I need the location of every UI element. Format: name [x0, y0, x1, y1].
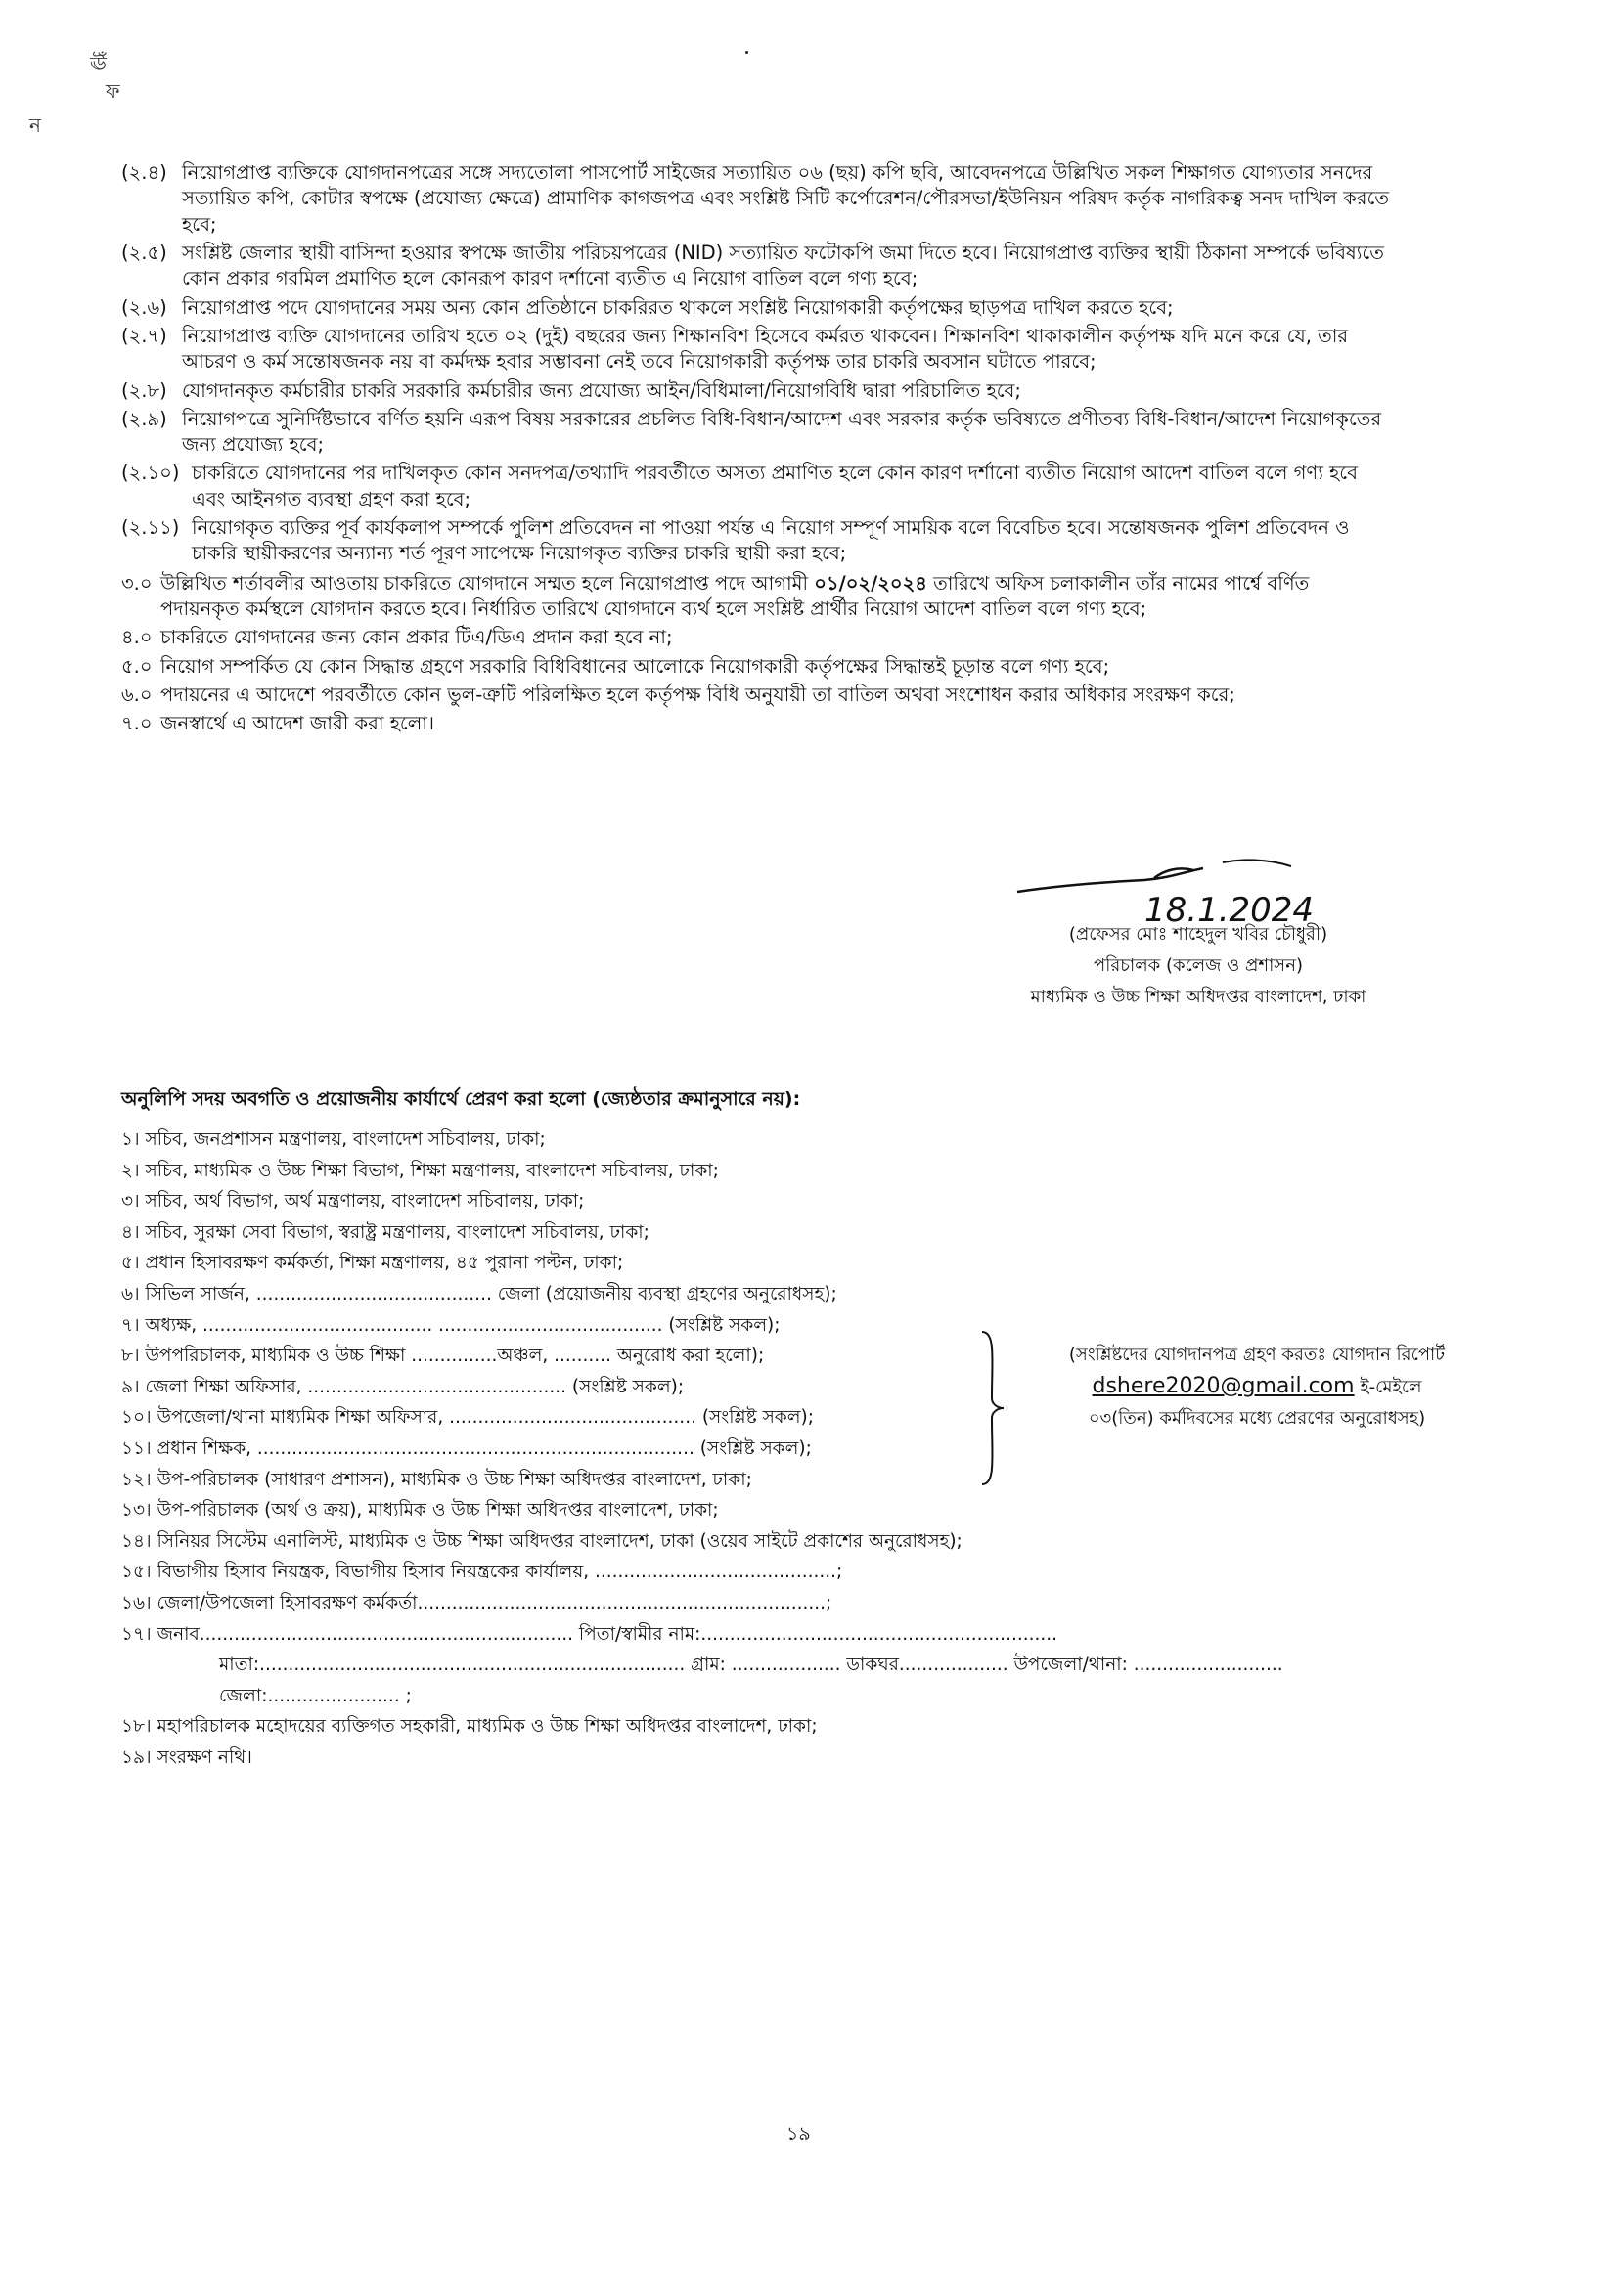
clause-3: ৩.০ উল্লিখিত শর্তাবলীর আওতায় চাকরিতে যোগদানে সম্মত হলে নিয়োগপ্রাপ্ত পদে আগামী ০১/০২/২০২৪ তারিখে অফিস চলাকালীন তাঁর নামের পার্শ্বে বর্ণিত পদায়নকৃত কর্মস্থলে যোগদান করতে হবে। নির্ধারিত তারিখে যোগদানে ব্যর্থ হলে সংশ্লিষ্ট প্রার্থীর নিয়োগ আদেশ বাতিল বলে গণ্য হবে; [121, 571, 1310, 620]
copy-item: ৫। প্রধান হিসাবরক্ষণ কর্মকর্তা, শিক্ষা মন্ত্রণালয়, ৪৫ পুরানা পল্টন, ঢাকা; [121, 1253, 624, 1274]
copy-item: ১৫। বিভাগীয় হিসাব নিয়ন্ত্রক, বিভাগীয় হিসাব নিয়ন্ত্রকের কার্যালয়, ..........................................; [121, 1562, 843, 1583]
dot-mark [745, 51, 748, 54]
joining-date: ০১/০২/২০২৪ [814, 571, 927, 595]
copy-item: ১২। উপ-পরিচালক (সাধারণ প্রশাসন), মাধ্যমিক ও উচ্চ শিক্ষা অধিদপ্তর বাংলাদেশ, ঢাকা; [121, 1469, 752, 1490]
copies-list [121, 1125, 1432, 1773]
condition-item: (২.৬) নিয়োগপ্রাপ্ত পদে যোগদানের সময় অন্য কোন প্রতিষ্ঠানে চাকরিরত থাকলে সংশ্লিষ্ট নিয়োগকারী কর্তৃপক্ষের ছাড়পত্র দাখিল করতে হবে; [121, 295, 1174, 319]
margin-mark: ঊঁ [90, 52, 107, 75]
clause-item: ৫.০ নিয়োগ সম্পর্কিত যে কোন সিদ্ধান্ত গ্রহণে সরকারি বিধিবিধানের আলোকে নিয়োগকারী কর্তৃপক্ষের সিদ্ধান্তই চূড়ান্ত বলে গণ্য হবে; [121, 654, 1110, 678]
copy-item-continuation: জেলা:....................... ; [219, 1685, 412, 1706]
margin-mark: ফ [106, 79, 120, 103]
clause-item: ৬.০ পদায়নের এ আদেশে পরবর্তীতে কোন ভুল-ত্রুটি পরিলক্ষিত হলে কর্তৃপক্ষ বিধি অনুযায়ী তা বাতিল অথবা সংশোধন করার অধিকার সংরক্ষণ করে; [121, 683, 1235, 706]
condition-item: (২.৯) নিয়োগপত্রে সুনির্দিষ্টভাবে বর্ণিত হয়নি এরূপ বিষয় সরকারের প্রচলিত বিধি-বিধান/আদেশ এবং সরকার কর্তৃক ভবিষ্যতে প্রণীতব্য বিধি-বিধান/আদেশ নিয়োগকৃতের জন্য প্রযোজ্য হবে; [121, 407, 1382, 457]
copy-item: ১৬। জেলা/উপজেলা হিসাবরক্ষণ কর্মকর্তা.......................................................................; [121, 1592, 832, 1613]
note-line: ০৩(তিন) কর্মদিবসের মধ্যে প্রেরণের অনুরোধসহ) [1088, 1408, 1426, 1429]
copy-item: ৬। সিভিল সার্জন, ......................................... জেলা (প্রয়োজনীয় ব্যবস্থা গ্রহণের অনুরোধসহ); [121, 1283, 837, 1304]
condition-item: (২.৫) সংশ্লিষ্ট জেলার স্থায়ী বাসিন্দা হওয়ার স্বপক্ষে জাতীয় পরিচয়পত্রের (NID) সত্যায়িত ফটোকপি জমা দিতে হবে। নিয়োগপ্রাপ্ত ব্যক্তির স্থায়ী ঠিকানা সম্পর্কে ভবিষ্যতে কোন প্রকার গরমিল প্রমাণিত হলে কোনরূপ কারণ দর্শানো ব্যতীত এ নিয়োগ বাতিল বলে গণ্য হবে; [121, 241, 1384, 290]
page-number: ১৯ [786, 2123, 811, 2144]
signatory-block [968, 919, 1428, 1013]
joining-report-note [1027, 1340, 1487, 1435]
condition-item: (২.১১) নিয়োগকৃত ব্যক্তির পূর্ব কার্যকলাপ সম্পর্কে পুলিশ প্রতিবেদন না পাওয়া পর্যন্ত এ নিয়োগ সম্পূর্ণ সাময়িক বলে বিবেচিত হবে। সন্তোষজনক পুলিশ প্রতিবেদন ও চাকরি স্থায়ীকরণের অন্যান্য শর্ত পূরণ সাপেক্ষে নিয়োগকৃত ব্যক্তির চাকরি স্থায়ী করা হবে; [121, 516, 1350, 565]
signatory-name: (প্রফেসর মোঃ শাহেদুল খবির চৌধুরী) [1068, 924, 1328, 945]
copy-item: ৩। সচিব, অর্থ বিভাগ, অর্থ মন্ত্রণালয়, বাংলাদেশ সচিবালয়, ঢাকা; [121, 1191, 585, 1213]
signatory-designation: পরিচালক (কলেজ ও প্রশাসন) [1094, 955, 1303, 976]
copies-heading: অনুলিপি সদয় অবগতি ও প্রয়োজনীয় কার্যার্থে প্রেরণ করা হলো (জ্যেষ্ঠতার ক্রমানুসারে নয়): [121, 1088, 801, 1110]
copy-item: ৪। সচিব, সুরক্ষা সেবা বিভাগ, স্বরাষ্ট্র মন্ত্রণালয়, বাংলাদেশ সচিবালয়, ঢাকা; [121, 1221, 649, 1243]
copy-item-continuation: মাতা:.......................................................................... গ্রাম: ................... ডাকঘর................... উপজেলা/থানা: .......................... [219, 1655, 1283, 1676]
copy-item: ৭। অধ্যক্ষ, ........................................ ....................................... (সংশ্লিষ্ট সকল); [121, 1314, 781, 1336]
copy-item: ১৯। সংরক্ষণ নথি। [121, 1746, 252, 1768]
condition-item: (২.৪) নিয়োগপ্রাপ্ত ব্যক্তিকে যোগদানপত্রের সঙ্গে সদ্যতোলা পাসপোর্ট সাইজের সত্যায়িত ০৬ (ছয়) কপি ছবি, আবেদনপত্রে উল্লিখিত সকল শিক্ষাগত যোগ্যতার সনদের সত্যায়িত কপি, কোটার স্বপক্ষে (প্রযোজ্য ক্ষেত্রে) প্রামাণিক কাগজপত্র এবং সংশ্লিষ্ট সিটি কর্পোরেশন/পৌরসভা/ইউনিয়ন পরিষদ কর্তৃক নাগরিকত্ব সনদ দাখিল করতে হবে; [121, 161, 1389, 236]
copy-item: ১৭। জনাব................................................................. পিতা/স্বামীর নাম:.............................................................. [121, 1623, 1057, 1645]
email-link[interactable]: dshere2020@gmail.com [1092, 1374, 1355, 1398]
margin-mark: ন [29, 113, 41, 137]
copy-item: ১০। উপজেলা/থানা মাধ্যমিক শিক্ষা অফিসার, ........................................... (সংশ্লিষ্ট সকল); [121, 1407, 814, 1429]
brace-mark [978, 1330, 1008, 1486]
copy-item: ৯। জেলা শিক্ষা অফিসার, ............................................. (সংশ্লিষ্ট সকল); [121, 1376, 685, 1397]
condition-item: (২.১০) চাকরিতে যোগদানের পর দাখিলকৃত কোন সনদপত্র/তথ্যাদি পরবর্তীতে অসত্য প্রমাণিত হলে কোন কারণ দর্শানো ব্যতীত নিয়োগ আদেশ বাতিল বলে গণ্য হবে এবং আইনগত ব্যবস্থা গ্রহণ করা হবে; [121, 462, 1358, 510]
note-line: (সংশ্লিষ্টদের যোগদানপত্র গ্রহণ করতঃ যোগদান রিপোর্ট [1068, 1345, 1446, 1365]
copy-item: ১৮। মহাপরিচালক মহোদয়ের ব্যক্তিগত সহকারী, মাধ্যমিক ও উচ্চ শিক্ষা অধিদপ্তর বাংলাদেশ, ঢাকা; [121, 1716, 818, 1738]
conditions-list [121, 160, 1393, 737]
copy-item: ১১। প্রধান শিক্ষক, ............................................................................ (সংশ্লিষ্ট সকল); [121, 1437, 812, 1459]
copy-item: ৮। উপপরিচালক, মাধ্যমিক ও উচ্চ শিক্ষা ...............অঞ্চল, .......... অনুরোধ করা হলো); [121, 1346, 765, 1367]
clause-item: ৭.০ জনস্বার্থে এ আদেশ জারী করা হলো। [121, 712, 434, 735]
clause-item: ৪.০ চাকরিতে যোগদানের জন্য কোন প্রকার টিএ/ডিএ প্রদান করা হবে না; [121, 626, 673, 649]
signatory-office: মাধ্যমিক ও উচ্চ শিক্ষা অধিদপ্তর বাংলাদেশ, ঢাকা [1030, 987, 1366, 1007]
copy-item: ২। সচিব, মাধ্যমিক ও উচ্চ শিক্ষা বিভাগ, শিক্ষা মন্ত্রণালয়, বাংলাদেশ সচিবালয়, ঢাকা; [121, 1160, 719, 1181]
signature-date: 18.1.2024 [1144, 891, 1315, 930]
copy-item: ১৩। উপ-পরিচালক (অর্থ ও ক্রয়), মাধ্যমিক ও উচ্চ শিক্ষা অধিদপ্তর বাংলাদেশ, ঢাকা; [121, 1500, 719, 1522]
condition-item: (২.৭) নিয়োগপ্রাপ্ত ব্যক্তি যোগদানের তারিখ হতে ০২ (দুই) বছরের জন্য শিক্ষানবিশ হিসেবে কর্মরত থাকবেন। শিক্ষানবিশ থাকাকালীন কর্তৃপক্ষ যদি মনে করে যে, তার আচরণ ও কর্ম সন্তোষজনক নয় বা কর্মদক্ষ হবার সম্ভাবনা নেই তবে নিয়োগকারী কর্তৃপক্ষ তার চাকরি অবসান ঘটাতে পারবে; [121, 324, 1349, 374]
copy-item: ১৪। সিনিয়র সিস্টেম এনালিস্ট, মাধ্যমিক ও উচ্চ শিক্ষা অধিদপ্তর বাংলাদেশ, ঢাকা (ওয়েব সাইটে প্রকাশের অনুরোধসহ); [121, 1530, 963, 1552]
note-email-line: dshere2020@gmail.com ই-মেইলে [1092, 1374, 1422, 1398]
copy-item: ১। সচিব, জনপ্রশাসন মন্ত্রণালয়, বাংলাদেশ সচিবালয়, ঢাকা; [121, 1129, 546, 1150]
condition-item: (২.৮) যোগদানকৃত কর্মচারীর চাকরি সরকারি কর্মচারীর জন্য প্রযোজ্য আইন/বিধিমালা/নিয়োগবিধি দ্বারা পরিচালিত হবে; [121, 378, 1021, 402]
